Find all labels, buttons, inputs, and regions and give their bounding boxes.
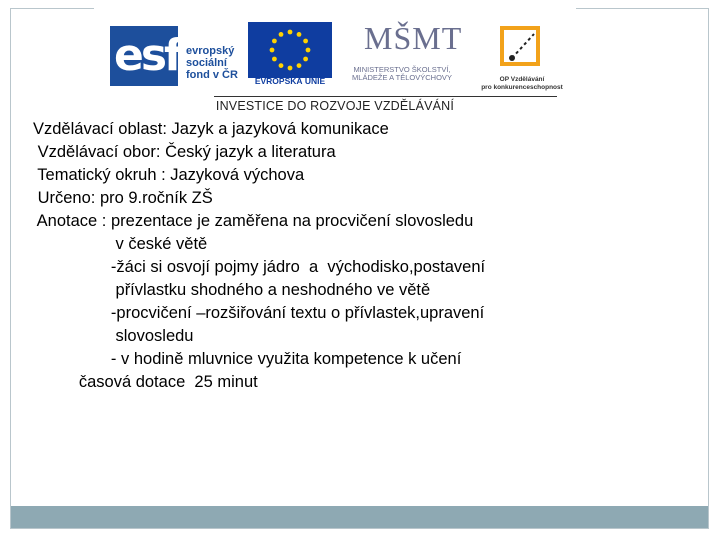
body-line: Vzdělávací oblast: Jazyk a jazyková komunikace: [33, 120, 389, 138]
esf-text: [186, 45, 238, 81]
banner-divider: [214, 96, 557, 97]
msmt-text-line: MLÁDEŽE A TĚLOVÝCHOVY: [352, 73, 452, 82]
op-square-icon: [490, 22, 554, 72]
esf-text-line: sociální: [186, 57, 227, 69]
body-line: Tematický okruh : Jazyková výchova: [33, 166, 305, 184]
op-text: [474, 76, 570, 91]
esf-letters: esf: [114, 30, 181, 81]
body-line: v české větě: [33, 235, 208, 253]
investice-slogan: INVESTICE DO ROZVOJE VZDĚLÁVÁNÍ: [215, 99, 455, 113]
op-logo-icon: [490, 22, 554, 72]
body-line: Anotace : prezentace je zaměřena na procvičení slovosledu: [33, 212, 474, 230]
op-text-line: pro konkurenceschopnost: [481, 83, 563, 91]
eu-stars-icon: [248, 22, 332, 78]
eu-label: EVROPSKÁ UNIE: [254, 76, 326, 86]
msmt-text-line: MINISTERSTVO ŠKOLSTVÍ,: [353, 65, 451, 74]
body-line: Vzdělávací obor: Český jazyk a literatura: [33, 143, 336, 161]
body-line: přívlastku shodného a neshodného ve větě: [33, 281, 431, 299]
msmt-logo: MŠMT: [364, 20, 463, 56]
op-text-line: OP Vzdělávání: [499, 76, 545, 83]
body-line: slovosledu: [33, 327, 194, 345]
slide-body: [33, 118, 693, 394]
body-line: -žáci si osvojí pojmy jádro a východisko,postavení: [33, 258, 486, 276]
esf-text-line: fond v ČR: [186, 69, 238, 81]
body-line: časová dotace 25 minut: [33, 373, 258, 391]
slide-bottom-band: [11, 506, 708, 528]
body-line: - v hodině mluvnice využita kompetence k učení: [33, 350, 462, 368]
eu-flag-icon: [248, 22, 332, 78]
esf-text-line: evropský: [186, 45, 235, 57]
body-line: Určeno: pro 9.ročník ZŠ: [33, 189, 213, 207]
logo-banner: [94, 8, 576, 116]
msmt-text: [332, 66, 472, 82]
body-line: -procvičení –rozšiřování textu o přívlastek,upravení: [33, 304, 485, 322]
